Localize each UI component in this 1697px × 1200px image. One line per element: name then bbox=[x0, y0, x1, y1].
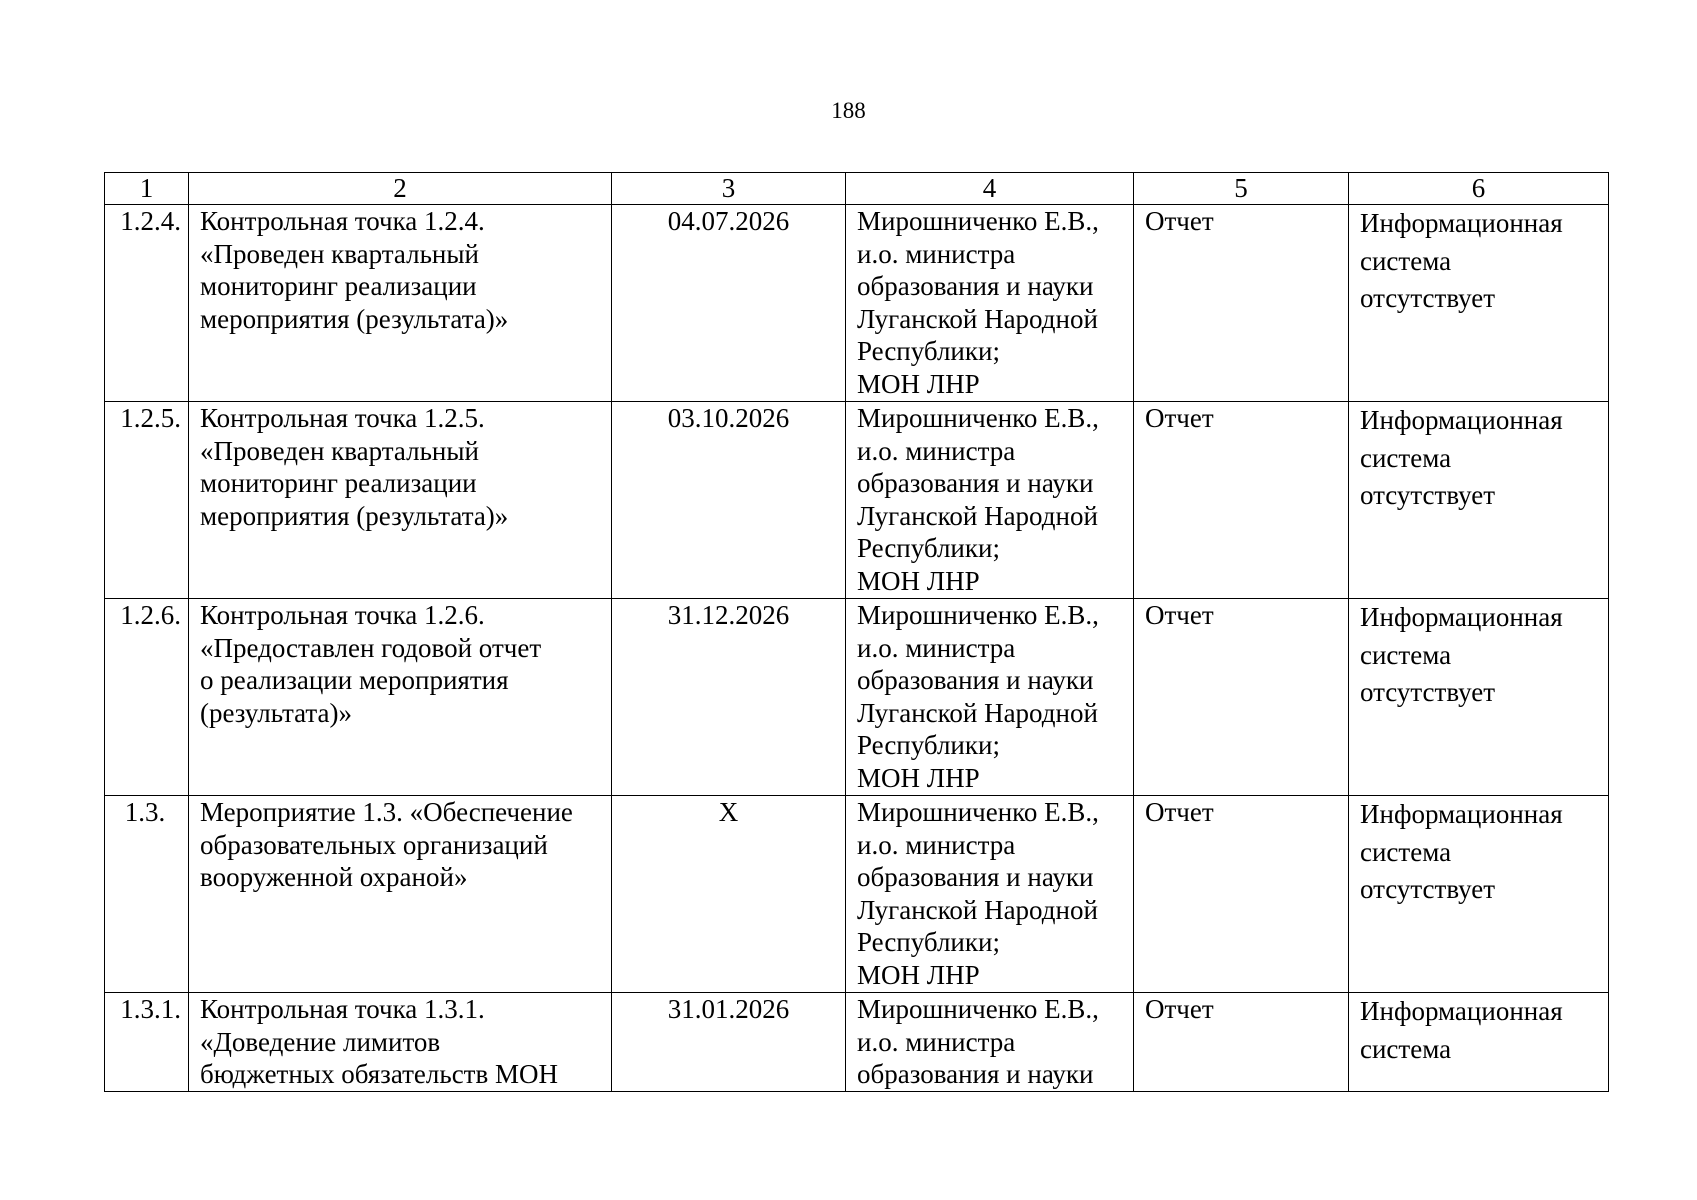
row-info-system: Информационная система отсутствует bbox=[1349, 205, 1609, 402]
column-header-2: 2 bbox=[189, 173, 612, 205]
row-responsible: Мирошниченко Е.В., и.о. министра образования и науки Луганской Народной Республики; МОН ЛНР bbox=[846, 402, 1134, 599]
table-row bbox=[105, 599, 1609, 796]
column-header-3: 3 bbox=[612, 173, 846, 205]
column-header-1: 1 bbox=[105, 173, 189, 205]
table-row bbox=[105, 205, 1609, 402]
row-responsible: Мирошниченко Е.В., и.о. министра образования и науки Луганской Народной Республики; МОН ЛНР bbox=[846, 599, 1134, 796]
column-header-5: 5 bbox=[1134, 173, 1349, 205]
column-header-4: 4 bbox=[846, 173, 1134, 205]
row-date: 31.01.2026 bbox=[612, 993, 846, 1092]
row-doc-type: Отчет bbox=[1134, 599, 1349, 796]
plan-table bbox=[104, 172, 1609, 1092]
row-number: 1.3.1. bbox=[105, 993, 189, 1092]
row-info-system: Информационная система bbox=[1349, 993, 1609, 1092]
row-doc-type: Отчет bbox=[1134, 205, 1349, 402]
row-number: 1.3. bbox=[105, 796, 189, 993]
row-title: Контрольная точка 1.3.1. «Доведение лимитов бюджетных обязательств МОН bbox=[189, 993, 612, 1092]
row-number: 1.2.6. bbox=[105, 599, 189, 796]
table-row bbox=[105, 402, 1609, 599]
table-row bbox=[105, 993, 1609, 1092]
row-number: 1.2.4. bbox=[105, 205, 189, 402]
row-info-system: Информационная система отсутствует bbox=[1349, 796, 1609, 993]
row-info-system: Информационная система отсутствует bbox=[1349, 599, 1609, 796]
row-date: X bbox=[612, 796, 846, 993]
table-header-row bbox=[105, 173, 1609, 205]
row-date: 03.10.2026 bbox=[612, 402, 846, 599]
page-number: 188 bbox=[831, 98, 866, 123]
row-number: 1.2.5. bbox=[105, 402, 189, 599]
row-title: Контрольная точка 1.2.6. «Предоставлен годовой отчет о реализации мероприятия (результата)» bbox=[189, 599, 612, 796]
row-date: 31.12.2026 bbox=[612, 599, 846, 796]
table-row bbox=[105, 796, 1609, 993]
row-date: 04.07.2026 bbox=[612, 205, 846, 402]
row-responsible: Мирошниченко Е.В., и.о. министра образования и науки bbox=[846, 993, 1134, 1092]
row-responsible: Мирошниченко Е.В., и.о. министра образования и науки Луганской Народной Республики; МОН ЛНР bbox=[846, 796, 1134, 993]
row-doc-type: Отчет bbox=[1134, 402, 1349, 599]
row-title: Контрольная точка 1.2.4. «Проведен квартальный мониторинг реализации мероприятия (результата)» bbox=[189, 205, 612, 402]
row-title: Контрольная точка 1.2.5. «Проведен квартальный мониторинг реализации мероприятия (результата)» bbox=[189, 402, 612, 599]
row-doc-type: Отчет bbox=[1134, 993, 1349, 1092]
row-responsible: Мирошниченко Е.В., и.о. министра образования и науки Луганской Народной Республики; МОН ЛНР bbox=[846, 205, 1134, 402]
column-header-6: 6 bbox=[1349, 173, 1609, 205]
row-title: Мероприятие 1.3. «Обеспечение образовательных организаций вооруженной охраной» bbox=[189, 796, 612, 993]
row-doc-type: Отчет bbox=[1134, 796, 1349, 993]
row-info-system: Информационная система отсутствует bbox=[1349, 402, 1609, 599]
